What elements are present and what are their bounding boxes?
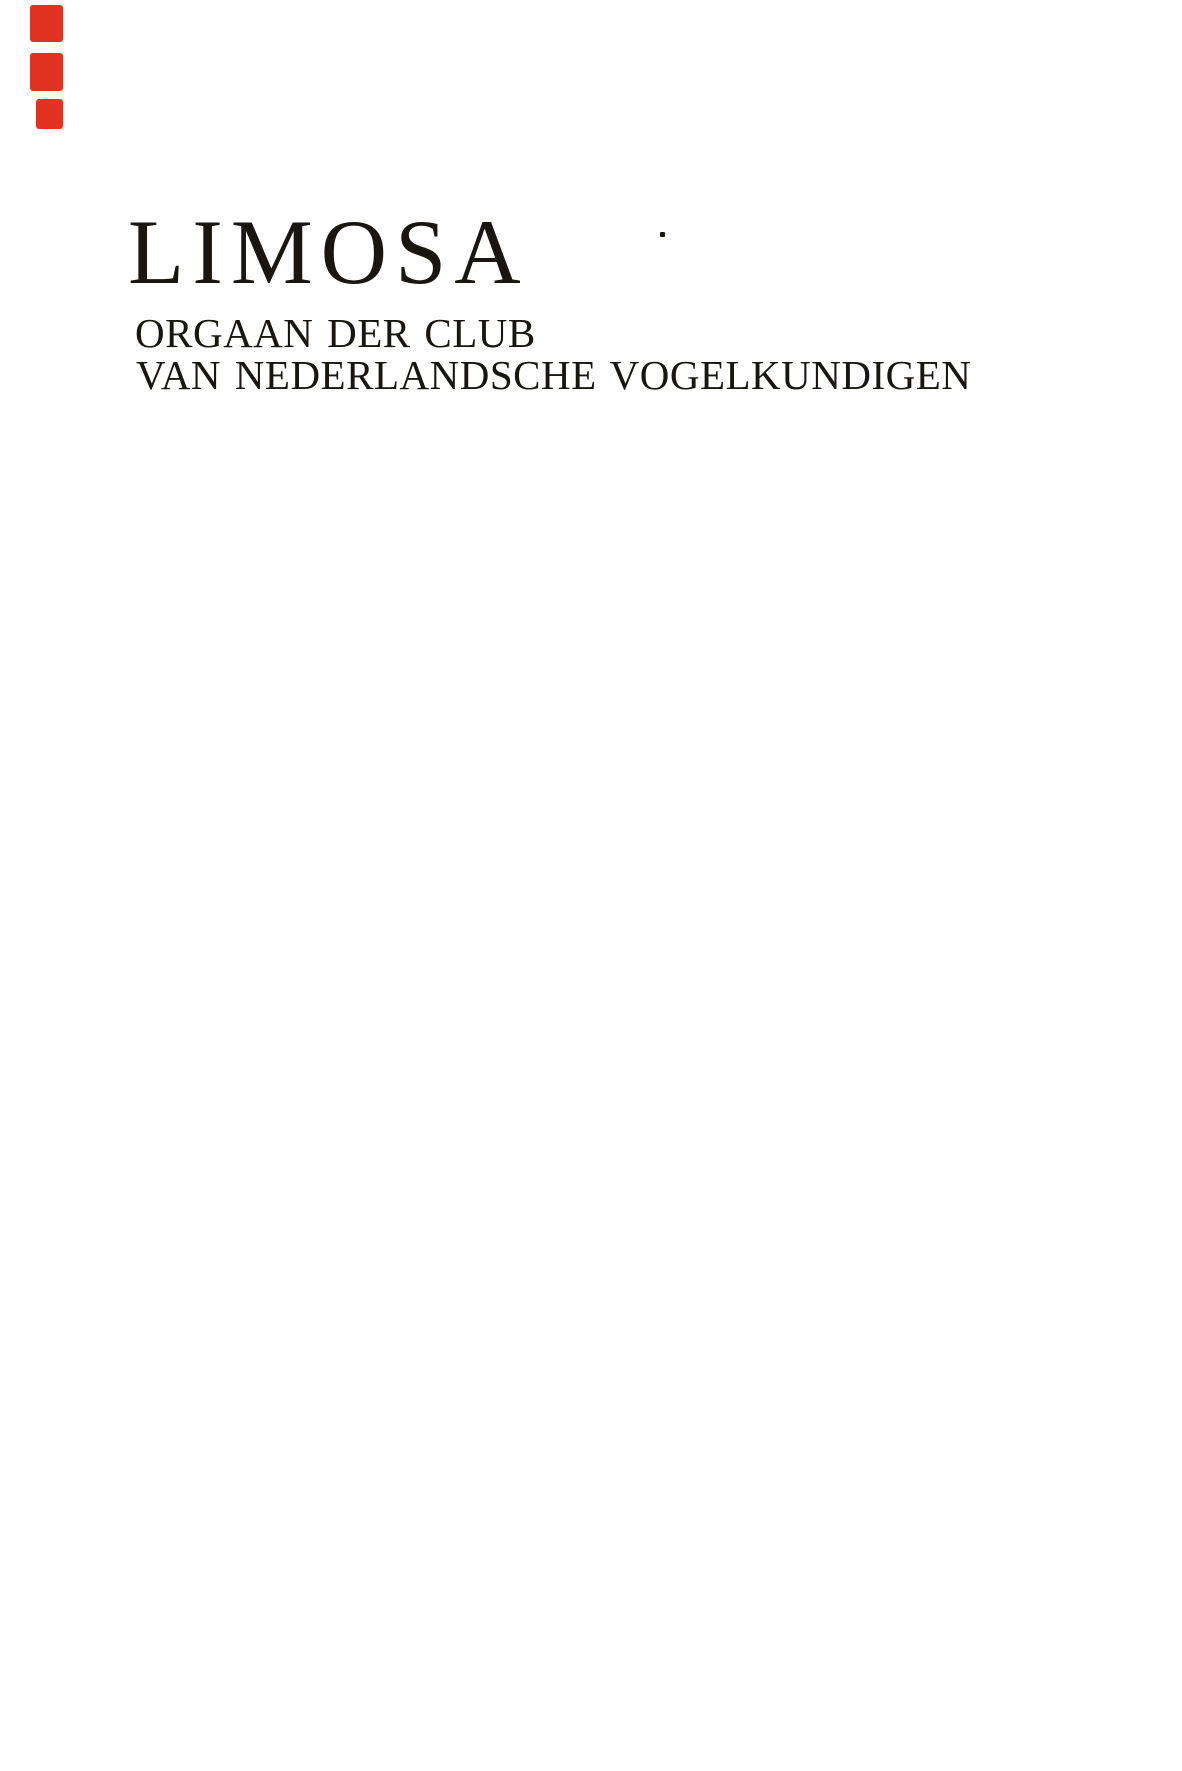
- journal-title: LIMOSA: [128, 201, 529, 303]
- ink-speck: [660, 232, 665, 237]
- journal-subtitle-line1: ORGAAN DER CLUB: [135, 310, 536, 356]
- red-edge-mark: [30, 53, 63, 91]
- red-edge-mark: [36, 99, 63, 129]
- red-edge-mark: [30, 5, 63, 42]
- journal-subtitle-line2: VAN NEDERLANDSCHE VOGELKUNDIGEN: [136, 352, 972, 398]
